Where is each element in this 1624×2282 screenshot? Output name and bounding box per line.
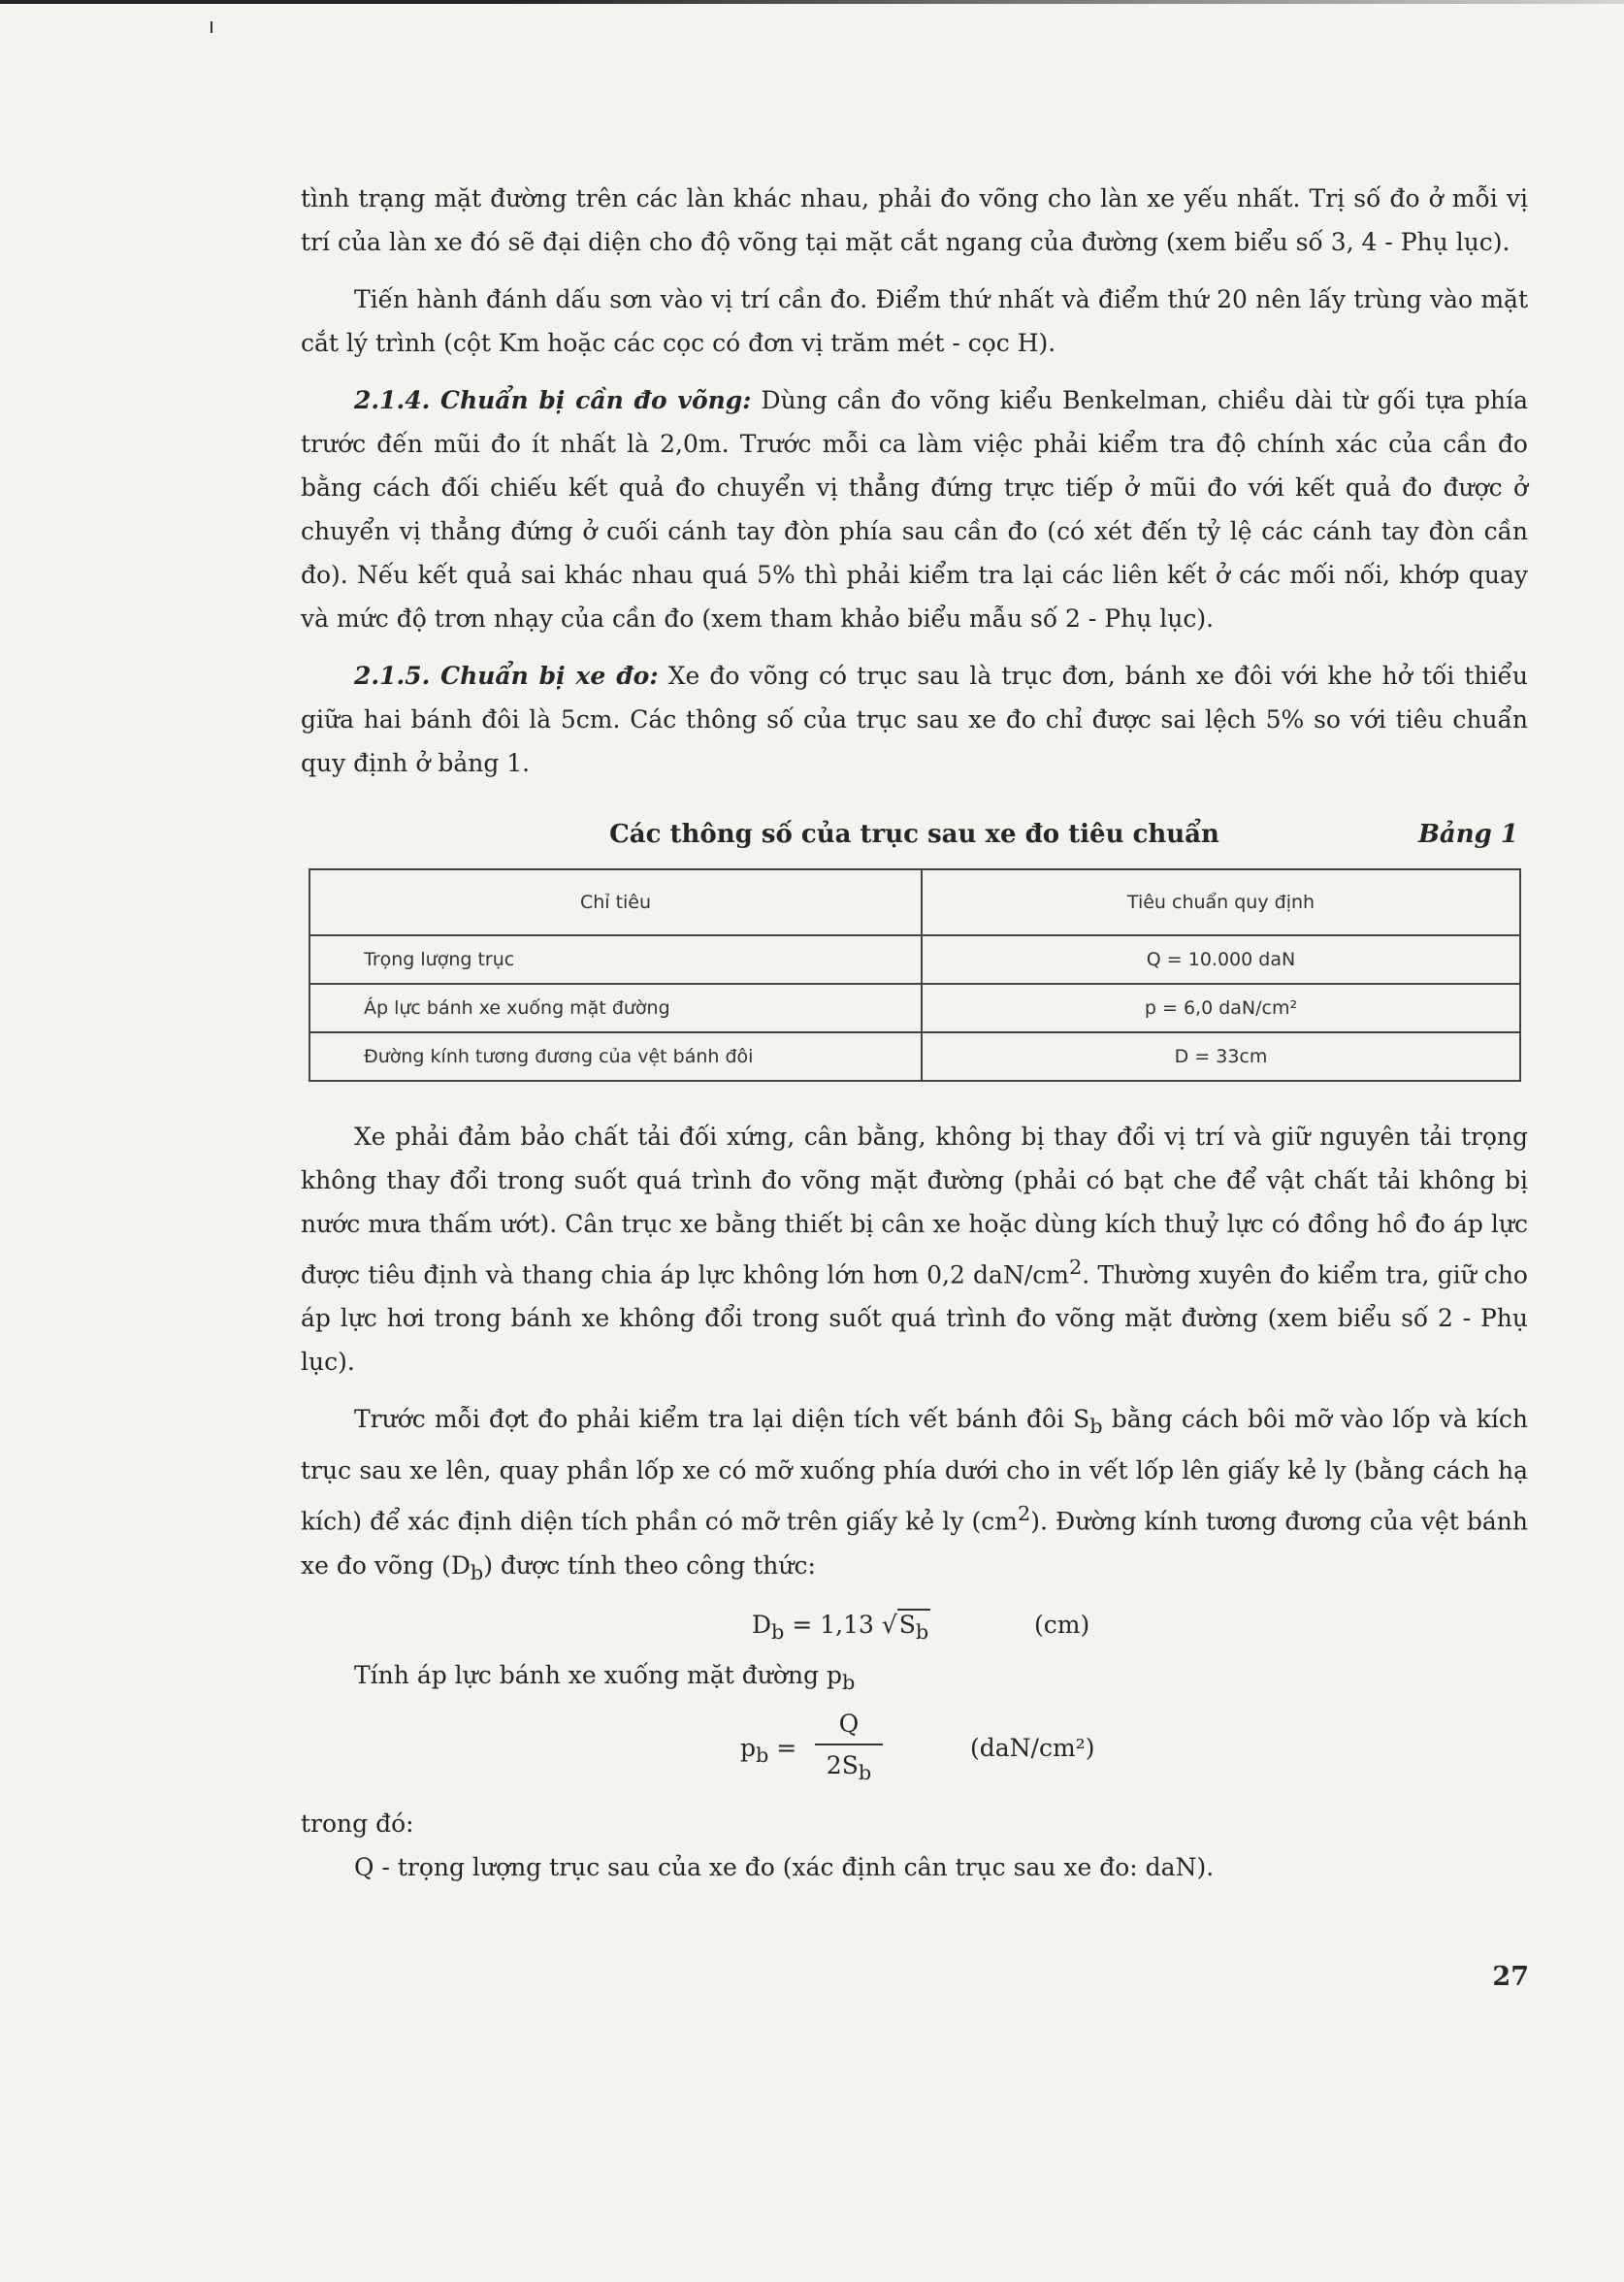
formula-pressure-numerator: Q (815, 1705, 883, 1745)
table-cell-criteria: Áp lực bánh xe xuống mặt đường (309, 984, 922, 1032)
table-label: Bảng 1 (1417, 820, 1518, 849)
section-2-1-4-heading: 2.1.4. Chuẩn bị cần đo võng: (354, 386, 752, 414)
paragraph-7-text: Tính áp lực bánh xe xuống mặt đường p (354, 1660, 842, 1689)
table-cell-value: Q = 10.000 daN (922, 935, 1520, 984)
corner-mark (211, 21, 212, 33)
paragraph-1: tình trạng mặt đường trên các làn khác nhau, phải đo võng cho làn xe yếu nhất. Trị số đo ở mỗi vị trí của làn xe đó sẽ đại diện cho độ võng tại mặt cắt ngang của đường (xem biểu số 3, 4 - Phụ lục). (301, 184, 1528, 256)
paragraph-5-text-a: Xe phải đảm bảo chất tải đối xứng, cân bằng, không bị thay đổi vị trí và giữ nguyên tải trọng không thay đổi trong suốt quá trình đo võng mặt đường (phải có bạt che để vật chất tải không bị nước mưa thấm ướt). Cân trục xe bằng thiết bị cân xe hoặc dùng kích thuỷ lực có đồng hồ đo áp lực được tiêu định và thang chia áp lực không lớn hơn 0,2 daN/cm (301, 1123, 1528, 1289)
table-title: Các thông số của trục sau xe đo tiêu chuẩn (609, 820, 1219, 849)
paragraph-6-text-d: ) được tính theo công thức: (483, 1550, 816, 1580)
page-body (301, 177, 1528, 1889)
paragraph-3 (301, 378, 1528, 640)
formula-diameter-unit: (cm) (1034, 1610, 1090, 1639)
paragraph-7-sub: b (841, 1670, 856, 1694)
section-2-1-4-body: Dùng cần đo võng kiểu Benkelman, chiều dài từ gối tựa phía trước đến mũi đo ít nhất là 2,0m. Trước mỗi ca làm việc phải kiểm tra độ chính xác của cần đo bằng cách đối chiếu kết quả đo chuyển vị thẳng đứng trực tiếp ở mũi đo với kết quả đo được ở chuyển vị thẳng đứng ở cuối cánh tay đòn phía sau cần đo (có xét đến tỷ lệ các cánh tay đòn cần đo). Nếu kết quả sai khác nhau quá 5% thì phải kiểm tra lại các liên kết ở các mối nối, khớp quay và mức độ trơn nhạy của cần đo (xem tham khảo biểu mẫu số 2 - Phụ lục). (301, 386, 1529, 633)
formula-radicand-symbol: S (898, 1610, 916, 1639)
formula-pressure-lhs (740, 1734, 796, 1767)
table-row (309, 1032, 1520, 1081)
table-cell-criteria: Trọng lượng trục (309, 935, 922, 984)
paragraph-6-sub-2: b (470, 1560, 484, 1584)
table-row (309, 935, 1520, 984)
paragraph-6-text-c: ). Đường kính tương đương của vệt bánh xe đo võng (D (301, 1507, 1528, 1580)
formula-pressure-symbol-sub: b (756, 1743, 769, 1767)
paragraph-6-text-a: Trước mỗi đợt đo phải kiểm tra lại diện tích vết bánh đôi S (354, 1405, 1090, 1434)
page-number: 27 (1492, 1962, 1529, 1992)
table-header-criteria: Chỉ tiêu (309, 869, 922, 935)
formula-pressure-unit: (daN/cm²) (970, 1733, 1095, 1762)
formula-diameter-symbol: D (752, 1610, 772, 1639)
paragraph-2: Tiến hành đánh dấu sơn vào vị trí cần đo. Điểm thứ nhất và điểm thứ 20 nên lấy trùng vào mặt cắt lý trình (cột Km hoặc các cọc có đơn vị trăm mét - cọc H). (301, 285, 1528, 357)
table-row (309, 984, 1520, 1032)
formula-diameter-radicand (897, 1609, 930, 1644)
section-2-1-5-body: Xe đo võng có trục sau là trục đơn, bánh xe đôi với khe hở tối thiểu giữa hai bánh đôi là 5cm. Các thông số của trục sau xe đo chỉ được sai lệch 5% so với tiêu chuẩn quy định ở bảng 1. (301, 662, 1528, 777)
formula-pressure-fraction (815, 1705, 883, 1793)
formula-diameter-symbol-sub: b (771, 1619, 785, 1644)
paragraph-8: trong đó: (301, 1809, 414, 1838)
formula-pressure-den-sub: b (858, 1760, 872, 1784)
paragraph-4 (301, 654, 1528, 785)
section-2-1-5-heading: 2.1.5. Chuẩn bị xe đo: (354, 662, 659, 690)
paragraph-7 (301, 1653, 1528, 1705)
table-cell-value: p = 6,0 daN/cm² (922, 984, 1520, 1032)
sqrt-icon: √ (881, 1610, 897, 1639)
table-header-row (309, 869, 1520, 935)
formula-pressure-equals: = (768, 1733, 797, 1762)
paragraph-6 (301, 1397, 1528, 1594)
formula-pressure-den-text: 2S (826, 1750, 859, 1779)
paragraph-5-sup: 2 (1068, 1255, 1083, 1279)
formula-pressure (301, 1705, 1528, 1802)
formula-pressure-symbol: p (740, 1733, 757, 1762)
formula-pressure-denominator (815, 1745, 883, 1793)
paragraph-6-sup: 2 (1017, 1502, 1031, 1526)
paragraph-5 (301, 1115, 1528, 1384)
paragraph-6-text-b: bằng cách bôi mỡ vào lốp và kích trục sau xe lên, quay phần lốp xe có mỡ xuống phía dưới cho in vết lốp lên giấy kẻ ly (bằng cách hạ kích) để xác định diện tích phần có mỡ trên giấy kẻ ly (cm (301, 1405, 1528, 1536)
spec-table (309, 868, 1521, 1082)
paragraph-6-sub: b (1089, 1415, 1103, 1439)
formula-diameter-coefficient: = 1,13 (784, 1610, 882, 1639)
paragraph-9: Q - trọng lượng trục sau của xe đo (xác định cân trục sau xe đo: daN). (354, 1852, 1215, 1881)
formula-diameter-expression (752, 1603, 930, 1654)
top-rule-fade (504, 0, 1624, 6)
formula-radicand-sub: b (915, 1619, 929, 1644)
paragraph-5-text-b: . Thường xuyên đo kiểm tra, giữ cho áp lực hơi trong bánh xe không đổi trong suốt quá trình đo võng mặt đường (xem biểu số 2 - Phụ lục). (301, 1260, 1528, 1377)
table-header-standard: Tiêu chuẩn quy định (922, 869, 1520, 935)
table-cell-criteria: Đường kính tương đương của vệt bánh đôi (309, 1032, 922, 1081)
formula-diameter (301, 1595, 1528, 1653)
table-caption (301, 810, 1528, 859)
table-cell-value: D = 33cm (922, 1032, 1520, 1081)
